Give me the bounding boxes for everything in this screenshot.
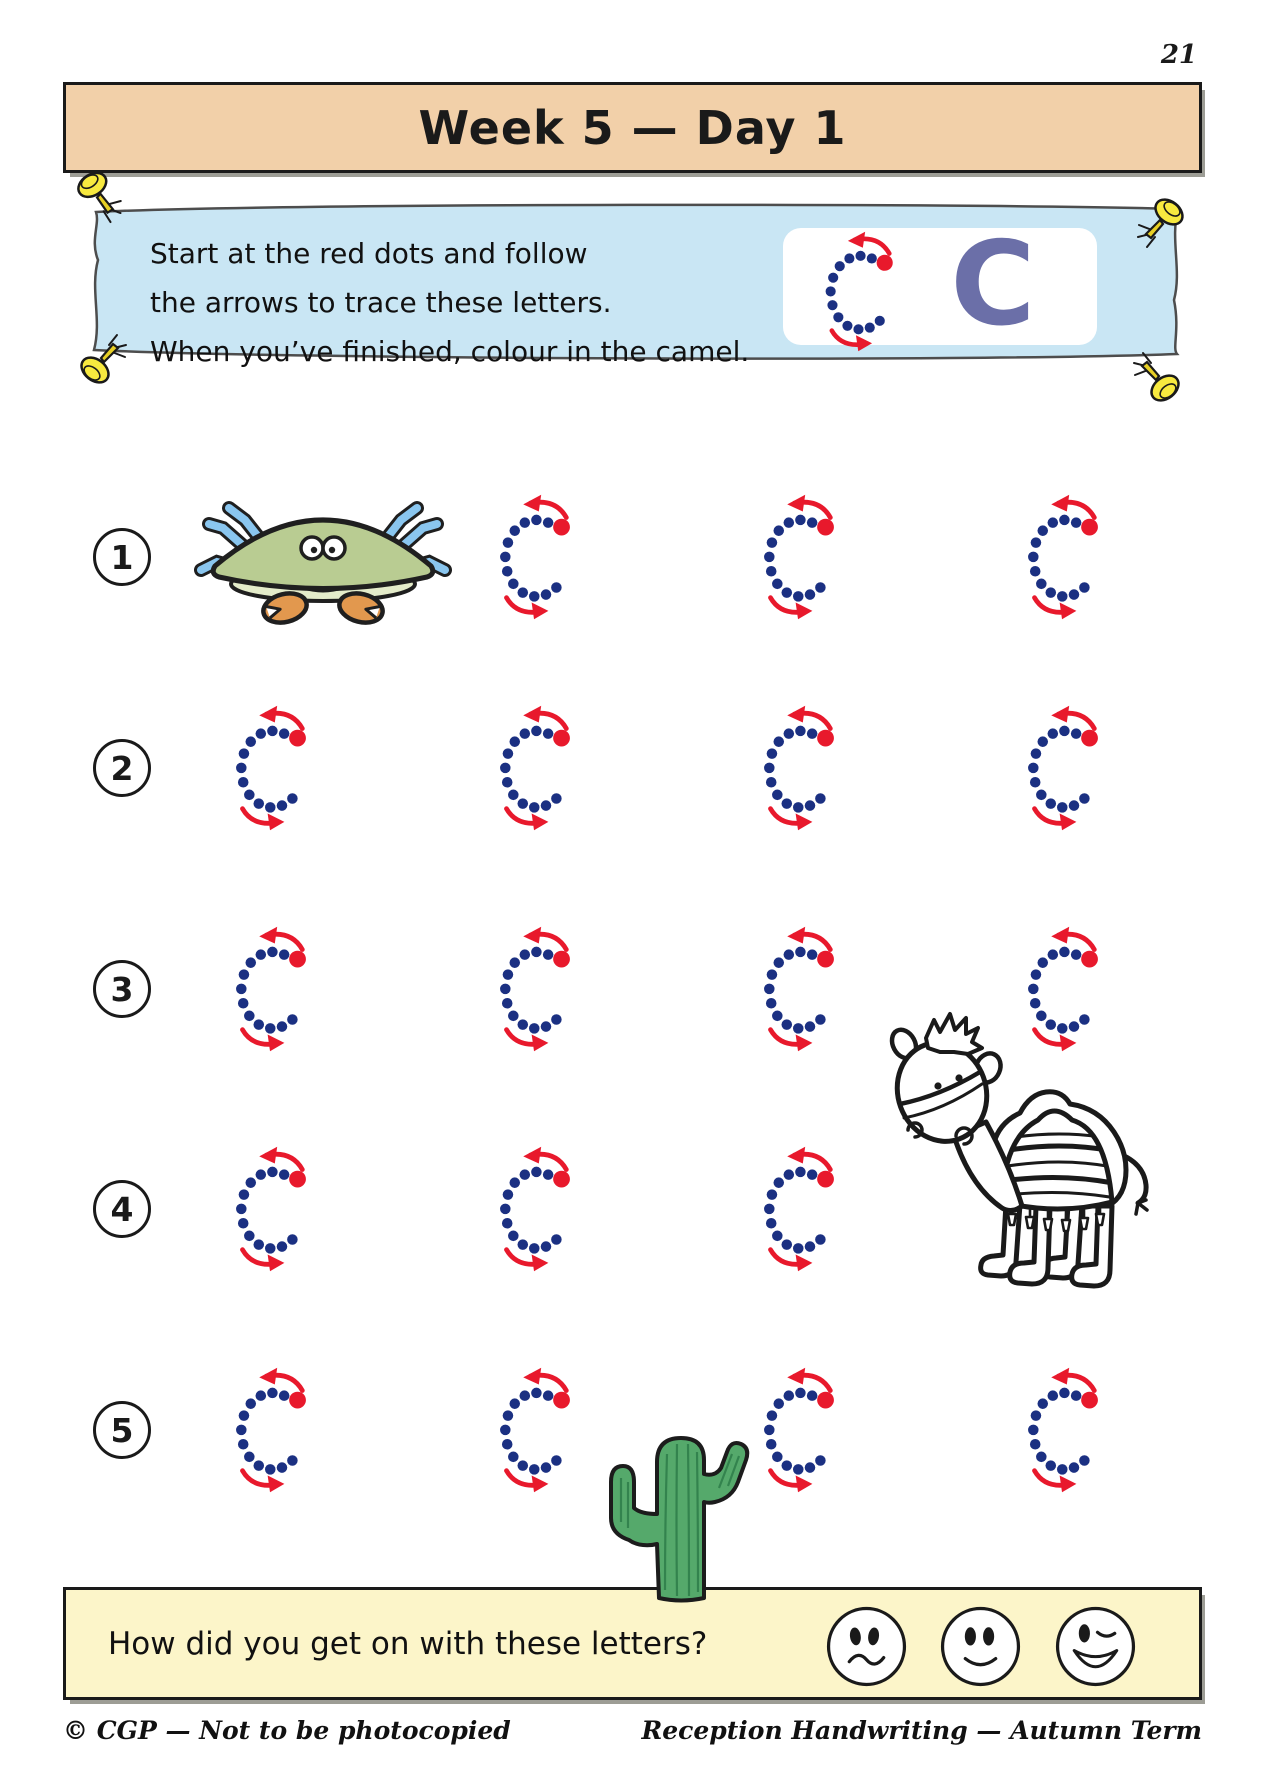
trace-letter-c xyxy=(756,701,852,835)
worried-face-icon[interactable] xyxy=(824,1604,909,1689)
trace-letter-c xyxy=(492,1142,588,1276)
trace-letter-c-example xyxy=(818,227,910,356)
instruction-text xyxy=(150,229,780,376)
row-number-5: 5 xyxy=(93,1401,151,1459)
page-number: 21 xyxy=(1160,40,1197,70)
footer-book-title: Reception Handwriting — Autumn Term xyxy=(641,1716,1202,1745)
trace-letter-c xyxy=(1020,701,1116,835)
row-number-2: 2 xyxy=(93,739,151,797)
row-number-3: 3 xyxy=(93,960,151,1018)
trace-letter-c xyxy=(756,922,852,1056)
trace-letter-c xyxy=(1020,490,1116,624)
page-title: Week 5 — Day 1 xyxy=(418,100,847,155)
cactus-illustration xyxy=(601,1426,771,1604)
trace-letter-c xyxy=(228,922,324,1056)
instruction-line-1: Start at the red dots and follow xyxy=(150,237,588,270)
crab-illustration xyxy=(183,490,463,625)
trace-letter-c xyxy=(756,1142,852,1276)
trace-letter-c xyxy=(756,490,852,624)
pin-icon xyxy=(71,167,133,229)
camel-illustration xyxy=(860,1006,1160,1301)
footer-copyright: © CGP — Not to be photocopied xyxy=(63,1716,511,1745)
pin-icon xyxy=(1130,196,1186,252)
okay-face-icon[interactable] xyxy=(938,1604,1023,1689)
happy-wink-face-icon[interactable] xyxy=(1053,1604,1138,1689)
pin-icon xyxy=(78,330,134,386)
trace-letter-c xyxy=(228,701,324,835)
title-banner xyxy=(63,82,1202,173)
trace-letter-c xyxy=(228,1142,324,1276)
trace-letter-c xyxy=(1020,1363,1116,1497)
row-number-4: 4 xyxy=(93,1180,151,1238)
trace-letter-c xyxy=(492,1363,588,1497)
row-number-1: 1 xyxy=(93,528,151,586)
trace-letter-c xyxy=(492,490,588,624)
trace-letter-c xyxy=(492,701,588,835)
instruction-line-2: the arrows to trace these letters. xyxy=(150,286,612,319)
feedback-question: How did you get on with these letters? xyxy=(108,1625,708,1662)
instruction-line-3: When you’ve finished, colour in the camel. xyxy=(150,335,750,368)
trace-letter-c xyxy=(492,922,588,1056)
example-letter: C xyxy=(950,217,1036,352)
trace-letter-c xyxy=(228,1363,324,1497)
pin-icon xyxy=(1126,348,1182,404)
footer xyxy=(63,1716,1202,1745)
